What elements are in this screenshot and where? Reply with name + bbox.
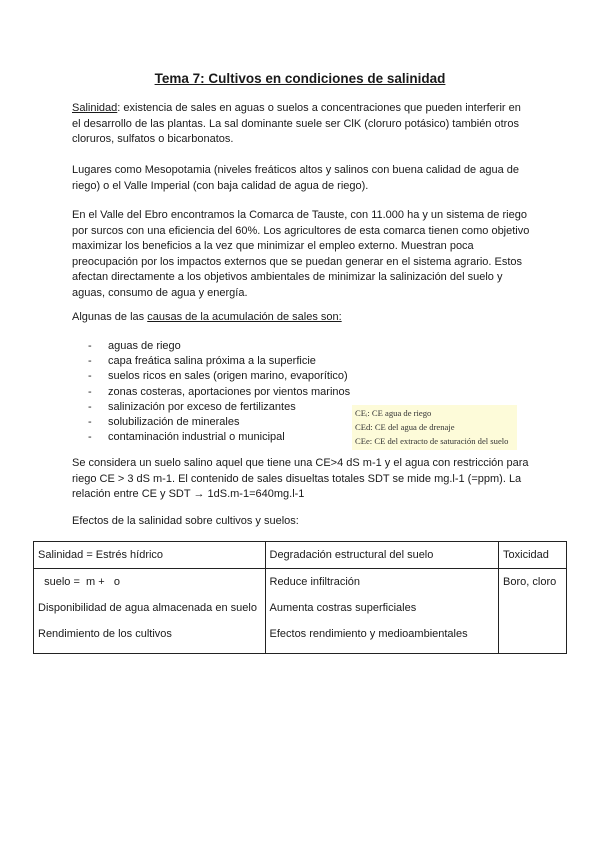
effects-table: [33, 541, 567, 654]
list-item: - salinización por exceso de fertilizantes: [88, 400, 350, 415]
definition-text: : existencia de sales en aguas o suelos a concentraciones que pueden interferir en el desarrollo de las plantas. La sal dominante suele ser ClK (cloruro potásico) también otros cloruros, sulfatos o bicarbonatos.: [72, 102, 521, 146]
legend-item: CEᵢ: CE agua de riego: [355, 408, 432, 418]
cell-line: Efectos rendimiento y medioambientales: [269, 628, 468, 640]
table-cell-degradation: [265, 569, 499, 654]
paragraph-lugares: Lugares como Mesopotamia (niveles freáticos altos y salinos con buena calidad de agua de riego) o el Valle Imperial (con baja calidad de agua de riego).: [72, 164, 519, 192]
legend-item: CEe: CE del extracto de saturación del suelo: [355, 436, 509, 446]
causes-intro-text: Algunas de las: [72, 311, 148, 323]
table-cell-stress: [34, 569, 266, 654]
table-row: [34, 569, 567, 654]
cell-line: Aumenta costras superficiales: [269, 602, 417, 614]
paragraph-suelo-salino: Se considera un suelo salino aquel que tiene una CE>4 dS m-1 y el agua con restricción para riego CE > 3 dS m-1. El contenido de sales disueltas totales SDT se mide mg.l-1 (=ppm). La relación entre CE y SDT → 1dS.m-1=640mg.l-1: [72, 457, 529, 501]
paragraph-efectos-intro: Efectos de la salinidad sobre cultivos y suelos:: [72, 515, 299, 527]
causes-intro: [72, 310, 532, 326]
paragraph-valle-ebro: En el Valle del Ebro encontramos la Comarca de Tauste, con 11.000 ha y un sistema de riego por surcos con una eficiencia del 60%. Los agricultores de esta comarca tienen como objetivo maximizar los beneficios a la vez que minimizar el empleo externo. Muestran poca preocupación por los impactos externos que se puedan generar en el sistema agrario. Estos afectan directamente a los objetivos ambientales de minimizar la salinización del suelo y aguas, consumo de agua y energía.: [72, 209, 530, 299]
table-header-cell: Salinidad = Estrés hídrico: [34, 542, 266, 569]
list-item: - suelos ricos en sales (origen marino, evaporítico): [88, 369, 350, 384]
table-header-cell: Degradación estructural del suelo: [265, 542, 499, 569]
list-item: - capa freática salina próxima a la superficie: [88, 354, 350, 369]
term-salinidad: Salinidad: [72, 102, 118, 114]
cell-line: suelo = m + o: [38, 576, 120, 588]
table-header-row: [34, 542, 567, 569]
list-item: - solubilización de minerales: [88, 415, 350, 430]
causes-intro-underlined: causas de la acumulación de sales son:: [147, 311, 342, 323]
page-title: Tema 7: Cultivos en condiciones de salinidad: [154, 71, 446, 86]
cell-line: Reduce infiltración: [269, 576, 360, 588]
list-item: - zonas costeras, aportaciones por vientos marinos: [88, 385, 350, 400]
cell-line: Boro, cloro: [503, 576, 557, 588]
ce-legend-box: [352, 405, 517, 450]
table-cell-toxicity: [499, 569, 567, 654]
causes-list: [88, 339, 350, 445]
paragraph-salinidad-definition: [72, 101, 532, 148]
table-header-cell: Toxicidad: [499, 542, 567, 569]
cell-line: Rendimiento de los cultivos: [38, 628, 172, 640]
legend-item: CEd: CE del agua de drenaje: [355, 422, 455, 432]
list-item: - aguas de riego: [88, 339, 350, 354]
cell-line: Disponibilidad de agua almacenada en suelo: [38, 602, 257, 614]
list-item: - contaminación industrial o municipal: [88, 430, 350, 445]
